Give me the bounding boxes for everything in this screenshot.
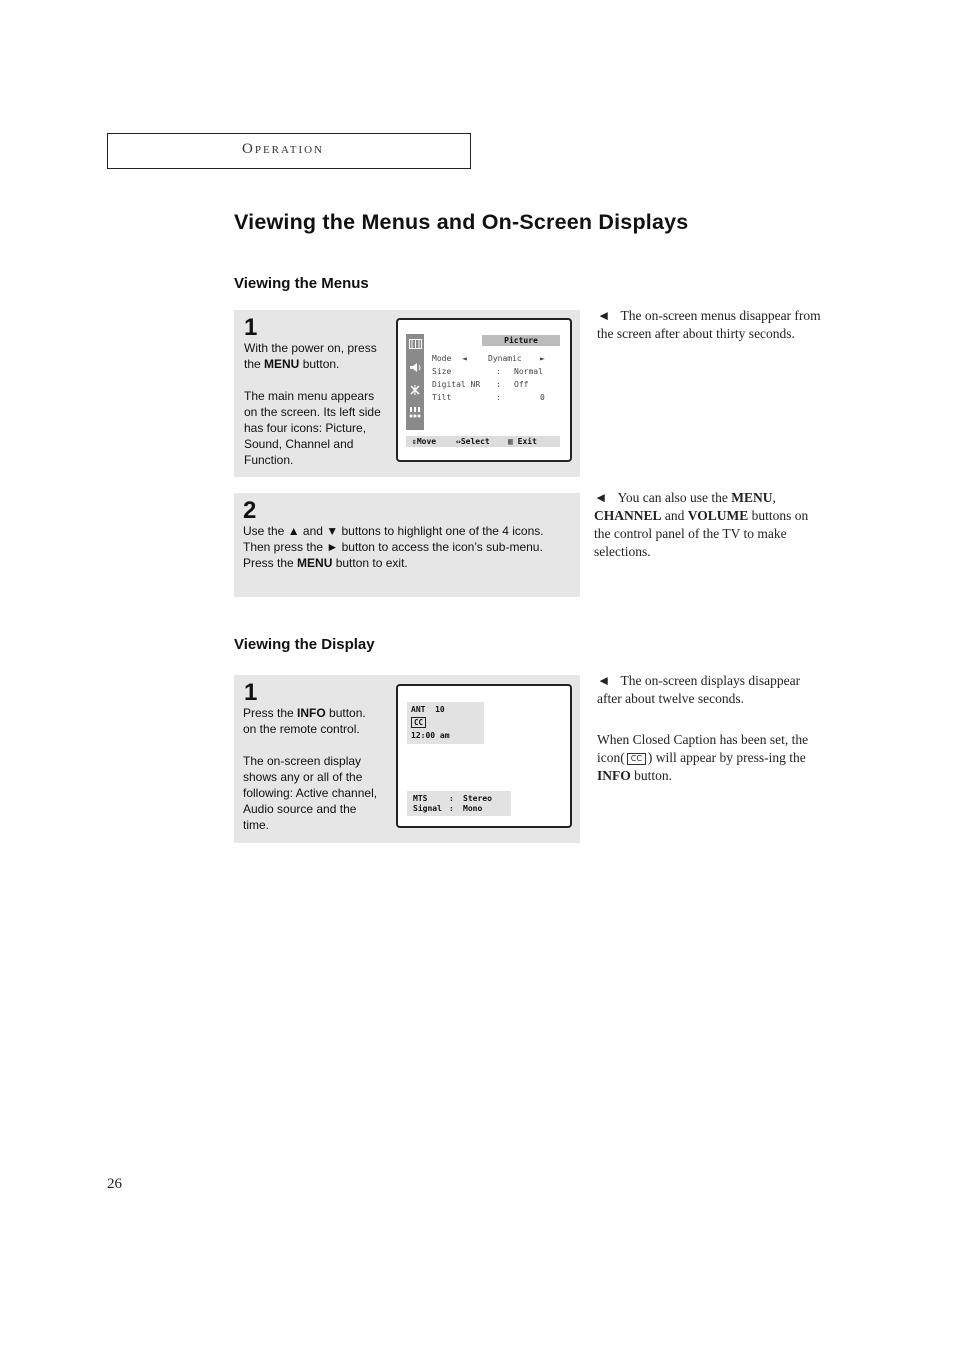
display-note1 (597, 672, 825, 708)
osd-signal-value: Mono (463, 804, 483, 813)
info-keyword: INFO (297, 706, 326, 720)
step-text-part: Use the ▲ and ▼ buttons to highlight one of the 4 icons. (243, 524, 544, 538)
menu-icon: ▥ (508, 437, 513, 446)
osd-footer (406, 436, 560, 447)
display-note2 (597, 731, 819, 785)
note-text: and (661, 508, 688, 523)
note-keyword: CHANNEL (594, 508, 662, 523)
osd-icon-sidebar (406, 334, 424, 430)
menu-keyword: MENU (264, 357, 300, 371)
osd-row-value: Dynamic (488, 354, 522, 363)
step-text-part: The main menu appears on the screen. Its left side has four icons: Picture, Sound, Channel and Function. (244, 389, 381, 467)
osd-row-label: Size (432, 367, 452, 376)
note-text: , (772, 490, 776, 505)
step-text-part: Then press the ► button to access the icon’s sub-menu. (243, 540, 543, 554)
osd-footer-label: Select (460, 437, 490, 446)
channel-icon (407, 382, 423, 398)
osd-mts-label: MTS (413, 794, 428, 803)
cc-icon: CC (411, 717, 426, 728)
step-text-fragment: Press the (243, 556, 298, 570)
section-label: Operation (242, 141, 325, 157)
cc-icon: CC (627, 753, 646, 765)
picture-icon (407, 336, 423, 352)
display-step1-box (234, 675, 580, 843)
step-instructions (244, 340, 384, 468)
note-keyword: VOLUME (687, 508, 749, 523)
left-arrow-icon: ◄ (597, 308, 611, 323)
osd-footer-select (456, 436, 490, 447)
note-text: The on-screen menus disappear from the screen after about thirty seconds. (597, 308, 821, 341)
note-text: buttons on the control panel of the TV to make selections. (594, 508, 809, 559)
note-text: When Closed Caption has been set, the icon( (597, 732, 809, 765)
osd-row-value: Off (514, 380, 529, 389)
osd-row-value: Normal (514, 367, 543, 376)
osd-menu-title: Picture (482, 335, 560, 346)
page-title: Viewing the Menus and On-Screen Displays (234, 210, 689, 234)
step-text-part: With the power on, press the (244, 341, 377, 371)
menu-keyword: MENU (297, 556, 333, 570)
step-text-part: button. (325, 706, 366, 720)
osd-row-separator: : (496, 393, 501, 402)
osd-row-arrow-right: ► (540, 354, 545, 363)
osd-channel-panel (407, 702, 484, 744)
tv-screen-info (396, 684, 572, 828)
step-text-part: The on-screen display shows any or all of the following: Active channel, Audio source and the time. (243, 754, 378, 832)
note-keyword: MENU (731, 490, 773, 505)
osd-row-separator: : (496, 367, 501, 376)
osd-footer-exit (508, 436, 537, 447)
up-down-icon: ⇕ (412, 437, 417, 446)
menus-step2-box (234, 493, 580, 597)
step-text-part: button. (299, 357, 340, 371)
osd-row-label: Digital NR (432, 380, 481, 389)
menus-note1 (597, 307, 822, 343)
osd-row-value: 0 (540, 393, 545, 402)
note-text: button. (630, 768, 673, 783)
osd-row-separator: : (496, 380, 501, 389)
note-text: ) will appear by press-ing the (647, 750, 806, 765)
tv-screen-menu (396, 318, 572, 462)
osd-signal-label: Signal (413, 804, 442, 813)
sound-icon (407, 359, 423, 375)
osd-row-arrow-left: ◄ (462, 354, 467, 363)
note-keyword: INFO (597, 768, 631, 783)
step-text-part: on the remote control. (243, 722, 360, 736)
osd-audio-panel (407, 791, 511, 816)
menus-note2 (594, 489, 822, 561)
osd-separator: : (449, 804, 454, 813)
menus-step1-box (234, 310, 580, 477)
left-arrow-icon: ◄ (594, 490, 608, 505)
note-text: The on-screen displays disappear after about twelve seconds. (597, 673, 801, 706)
osd-mts-value: Stereo (463, 794, 492, 803)
osd-footer-label: Exit (517, 437, 537, 446)
step-text-part: Press the (243, 706, 298, 720)
osd-row-label: Mode (432, 354, 452, 363)
function-icon (407, 405, 423, 421)
osd-footer-label: Move (416, 437, 437, 446)
osd-footer-move (412, 436, 436, 447)
osd-time: 12:00 am (411, 731, 450, 740)
page-number: 26 (107, 1176, 122, 1192)
left-arrow-icon: ◄ (597, 673, 611, 688)
step-text-fragment: button to exit. (332, 556, 408, 570)
osd-cc-row (411, 717, 426, 728)
step-number: 2 (243, 497, 257, 524)
osd-row-label: Tilt (432, 393, 452, 402)
step-number: 1 (244, 314, 258, 341)
step-instructions (243, 705, 385, 833)
osd-separator: : (449, 794, 454, 803)
step-text-part (243, 555, 573, 571)
note-text: You can also use the (617, 490, 732, 505)
step-number: 1 (244, 679, 258, 706)
left-right-icon: ⇔ (456, 437, 461, 446)
osd-antenna-channel: ANT 10 (411, 705, 445, 714)
display-heading: Viewing the Display (234, 636, 375, 653)
menus-heading: Viewing the Menus (234, 275, 369, 292)
step-instructions (243, 523, 573, 571)
